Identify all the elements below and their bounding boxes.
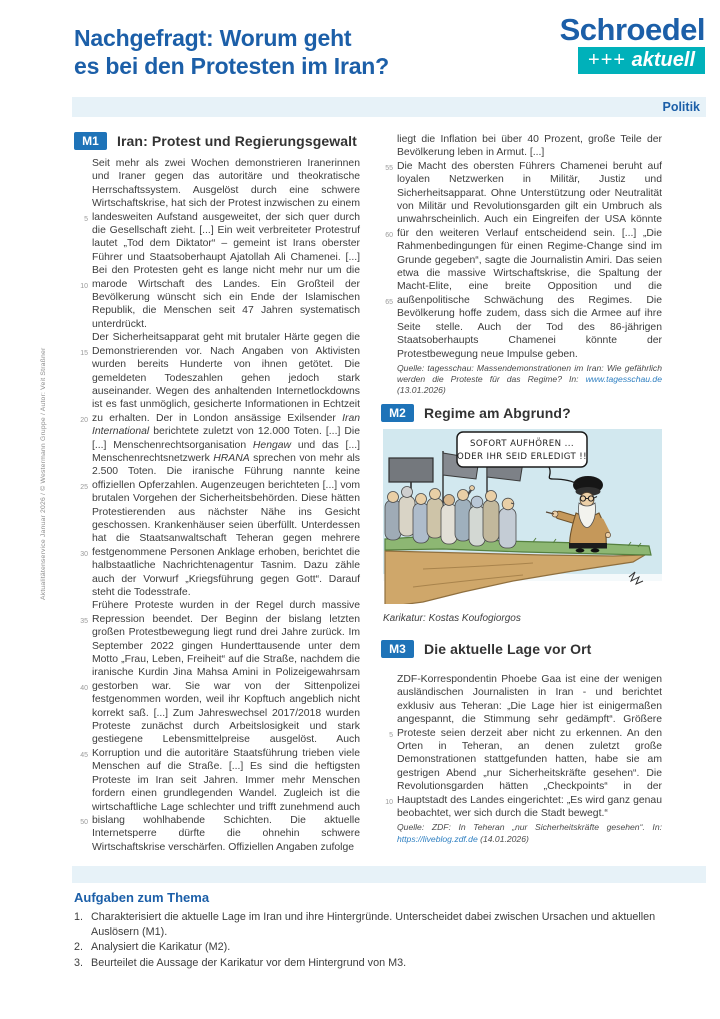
- m1-source-link[interactable]: www.tagesschau.de: [585, 374, 662, 385]
- category-label: Politik: [662, 100, 700, 114]
- logo-brand-text: Schroedel: [559, 12, 705, 47]
- face: [580, 493, 594, 507]
- m1-right-paragraphs: [397, 133, 662, 361]
- m1-heading-row: [74, 132, 357, 150]
- line-number: 5: [84, 215, 88, 223]
- task-text: Charakterisiert die aktuelle Lage im Iran und ihre Hintergründe. Unterscheidet dabei zwischen Ursachen und aktuellen Auslösern (M1).: [91, 911, 656, 938]
- bubble-text-line1: SOFORT AUFHÖREN ...: [470, 439, 574, 449]
- logo-aktuell-text: aktuell: [631, 49, 695, 71]
- task-item: [74, 940, 686, 955]
- line-number: 45: [80, 751, 88, 759]
- task-number: 2.: [74, 941, 84, 953]
- bubble-text-line2: ODER IHR SEID ERLEDIGT !!: [457, 452, 587, 462]
- page-title-line2: es bei den Protesten im Iran?: [74, 53, 390, 79]
- m3-source: [397, 822, 662, 844]
- body-text: Die Macht des obersten Führers Chamenei beruht auf loyalen Netzwerken in Militär, Justiz und Sicherheitsapparat. Ohne Unterstützung oder Neutralität von Militär und Revolutionsgarden gilt ein Umbruch als unwahrscheinlich. Auch ein Eingreifen der USA könnte für den weiteren Verlauf entscheidend sein. [...] „Die Rahmenbedingungen für einen Regime-Change sind im Grunde gegeben“, sagte die Journalistin Amiri. Das seien etwa die massive Wirtschaftskrise, die Spaltung der Macht-Elite, eine breite Opposition und die außenpolitische Schwächung des Regimes. Die Bevölkerung hoffe zudem, dass sich die Armee auf ihre Seite stelle. Auch der Tod des 86-jährigen Staatsoberhaupts Chamenei könnte der Protestbewegung neue Impulse geben.: [397, 160, 662, 360]
- line-number: 60: [385, 231, 393, 239]
- m1-badge: M1: [74, 132, 107, 150]
- tasks-heading: Aufgaben zum Thema: [74, 890, 210, 905]
- m1-source: [397, 363, 662, 397]
- emphasized-text: Iran International: [92, 412, 360, 438]
- copyright-vertical-text: Aktualitätenservice Januar 2026 / © Westermann Gruppe / Autor: Veit Straßner: [40, 347, 47, 600]
- line-number: 65: [385, 298, 393, 306]
- m3-source-date: (14.01.2026): [477, 833, 529, 844]
- m3-title: Die aktuelle Lage vor Ort: [424, 641, 592, 657]
- m3-source-link[interactable]: https://liveblog.zdf.de: [397, 833, 478, 844]
- paragraph: [397, 160, 662, 361]
- cartoon-caption: Karikatur: Kostas Koufogiorgos: [383, 613, 521, 624]
- task-text: Beurteilet die Aussage der Karikatur vor dem Hintergrund von M3.: [91, 956, 407, 969]
- m1-title: Iran: Protest und Regierungsgewalt: [117, 133, 357, 149]
- body-text: berichtete zuletzt von 12.000 Toten. [...] Die [...] Menschenrechtsorganisation: [92, 426, 360, 451]
- logo-plus-marks: +++: [588, 49, 627, 71]
- schroedel-logo: [560, 14, 705, 74]
- line-number: 15: [80, 349, 88, 357]
- page-title-line1: Nachgefragt: Worum geht: [74, 25, 352, 51]
- body-text: ZDF-Korrespondentin Phoebe Gaa ist eine der wenigen ausländischen Journalisten in Iran - und berichtet exklusiv aus Teheran: „Die Lage hier ist einigermaßen angespannt, die Stimmung sehr gedämpft“. Größere Proteste seien derzeit aber nicht zu erkennen. An den Orten in Teheran, an denen zuletzt große Demonstrationen stattgefunden hatten, habe sie am gestrigen Abend „nur Sicherheitskräfte gesehen“. Die Revolutionsgarden hätten „Checkpoints“ in der Hauptstadt des Landes eingerichtet: „Es wird ganz genau beobachtet, wer sich durch die Stadt bewegt.“: [397, 674, 662, 820]
- m3-heading-row: [381, 640, 591, 658]
- m3-source-text: Quelle: ZDF: In Teheran „nur Sicherheitskräfte gesehen“. In:: [397, 822, 662, 833]
- body-text: Seit mehr als zwei Wochen demonstrieren Iranerinnen und Iraner gegen das autoritäre und theokratische Herrschaftssystem. Ausgelöst durch eine schwere Wirtschaftskrise, hat sich der Protest inzwischen zu einem landesweiten Aufstand ausgeweitet, der sich quer durch die Gesellschaft zieht. [...] Ein weit verbreiteter Protestruf lautet „Tod dem Diktator“ – gemeint ist Irans oberster Führer und Staatsoberhaupt Ajatollah Ali Chamenei. [...] Bei den Protesten geht es lange nicht mehr nur um die marode Wirtschaft des Landes. Ein Großteil der Bevölkerung wünscht sich ein Ende der Islamischen Republik, die Menschen seit 47 Jahren systematisch unterdrückt.: [92, 158, 360, 330]
- section-divider-bar: [72, 866, 706, 883]
- task-number: 1.: [74, 911, 84, 923]
- line-number: 40: [80, 684, 88, 692]
- paragraph: [92, 599, 360, 854]
- task-item: [74, 956, 686, 971]
- line-number: 25: [80, 483, 88, 491]
- line-number: 30: [80, 550, 88, 558]
- line-number: 20: [80, 416, 88, 424]
- line-number: 50: [80, 818, 88, 826]
- page-title: [74, 24, 389, 80]
- task-item: [74, 910, 686, 939]
- line-number: 5: [389, 731, 393, 739]
- body-text: und das [...] Menschenrechtsnetzwerk: [92, 439, 360, 464]
- paragraph: [92, 331, 360, 599]
- m3-body: [385, 673, 662, 845]
- line-number: 55: [385, 164, 393, 172]
- m2-title: Regime am Abgrund?: [424, 405, 571, 421]
- line-number: 35: [80, 617, 88, 625]
- m1-right-column: [385, 133, 662, 397]
- paragraph: [92, 157, 360, 331]
- category-bar: [72, 97, 706, 117]
- m1-left-column: [80, 157, 360, 854]
- logo-aktuell-box: [578, 47, 705, 74]
- m2-badge: M2: [381, 404, 414, 422]
- cartoon-image: [383, 429, 662, 604]
- m1-source-date: (13.01.2026): [397, 385, 446, 396]
- emphasized-text: Hengaw: [252, 439, 292, 451]
- task-number: 3.: [74, 956, 84, 969]
- body-text: Der Sicherheitsapparat geht mit brutaler Härte gegen die Demonstrierenden vor. Nach Angaben von Aktivisten wurden bereits Hunderte von ihnen getötet. Die gemeldeten Todeszahlen gehen jedoch stark auseinander. Wegen des anhaltenden Internetlockdowns ist es fast unmöglich, gesicherte Informationen in Echtzeit zu erhalten. Der in London ansässige Exilsender: [92, 332, 360, 424]
- m1-source-text: Quelle: tagesschau: Massendemonstrationen im Iran: Wie gefährlich werden die Proteste für das Regime? In:: [397, 362, 662, 385]
- m3-paragraphs: [397, 673, 662, 820]
- m2-heading-row: [381, 404, 571, 422]
- line-number: 10: [385, 798, 393, 806]
- body-text: sprechen von mehr als 2.500 Toten. Die iranische Führung nannte keine offiziellen Opferzahlen. Augenzeugen berichteten [...] vom brutalen Vorgehen der Sicherheitsbehörden. Diese hätten Protestierenden aus nächster Nähe ins Gesicht geschossen. Krankenhäuser seien überfüllt. Unterdessen hat die Staatsanwaltschaft Teheran gegen mehrere festgenommene Personen Anklage erhoben, berichtet die halbstaatliche Nachrichtenagentur Tasnim. Dazu zähle auch der Vorwurf „Kriegsführung gegen Gott“. Darauf steht die Todesstrafe.: [92, 452, 360, 598]
- robe-hem: [569, 543, 607, 549]
- body-text: liegt die Inflation bei über 40 Prozent, große Teile der Bevölkerung leben in Armut. [...]: [397, 134, 662, 159]
- tasks-list: [74, 910, 686, 971]
- paragraph: [397, 673, 662, 820]
- task-text: Analysiert die Karikatur (M2).: [91, 941, 231, 953]
- line-number: 10: [80, 282, 88, 290]
- emphasized-text: HRANA: [213, 452, 250, 464]
- m3-badge: M3: [381, 640, 414, 658]
- paragraph: [397, 133, 662, 160]
- body-text: Frühere Proteste wurden in der Regel durch massive Repression beendet. Der Beginn der bislang letzten großen Protestbewegung liegt rund drei Jahre zurück. Im September 2022 gingen Hunderttausende unter dem Motto „Frau, Leben, Freiheit“ auf die Straße, nachdem die iranische Kurdin Jina Mahsa Amini in Polizeigewahrsam gestorben war. Sie war von der Sittenpolizei festgenommen worden, weil ihr Kopftuch angeblich nicht korrekt saß. [...] Zum Jahreswechsel 2017/2018 wurden Proteste zunächst durch Arbeitslosigkeit und stark gestiegene Lebensmittelpreise ausgelöst. Auch Korruption und die autoritäre Staatsführung trieben viele Menschen auf die Straße. [...] Es sind die heftigsten Proteste im Iran seit Jahren. Immer mehr Menschen fordern einen grundlegenden Wandel. Zugleich ist die wirtschaftliche Lage schlechter und trifft zunehmend auch bislang wohlhabende Schichten. Die aktuelle Internetsperre dürfte die ohnehin schwere Wirtschaftskrise verschärfen. Offiziellen Angaben zufolge: [92, 600, 360, 853]
